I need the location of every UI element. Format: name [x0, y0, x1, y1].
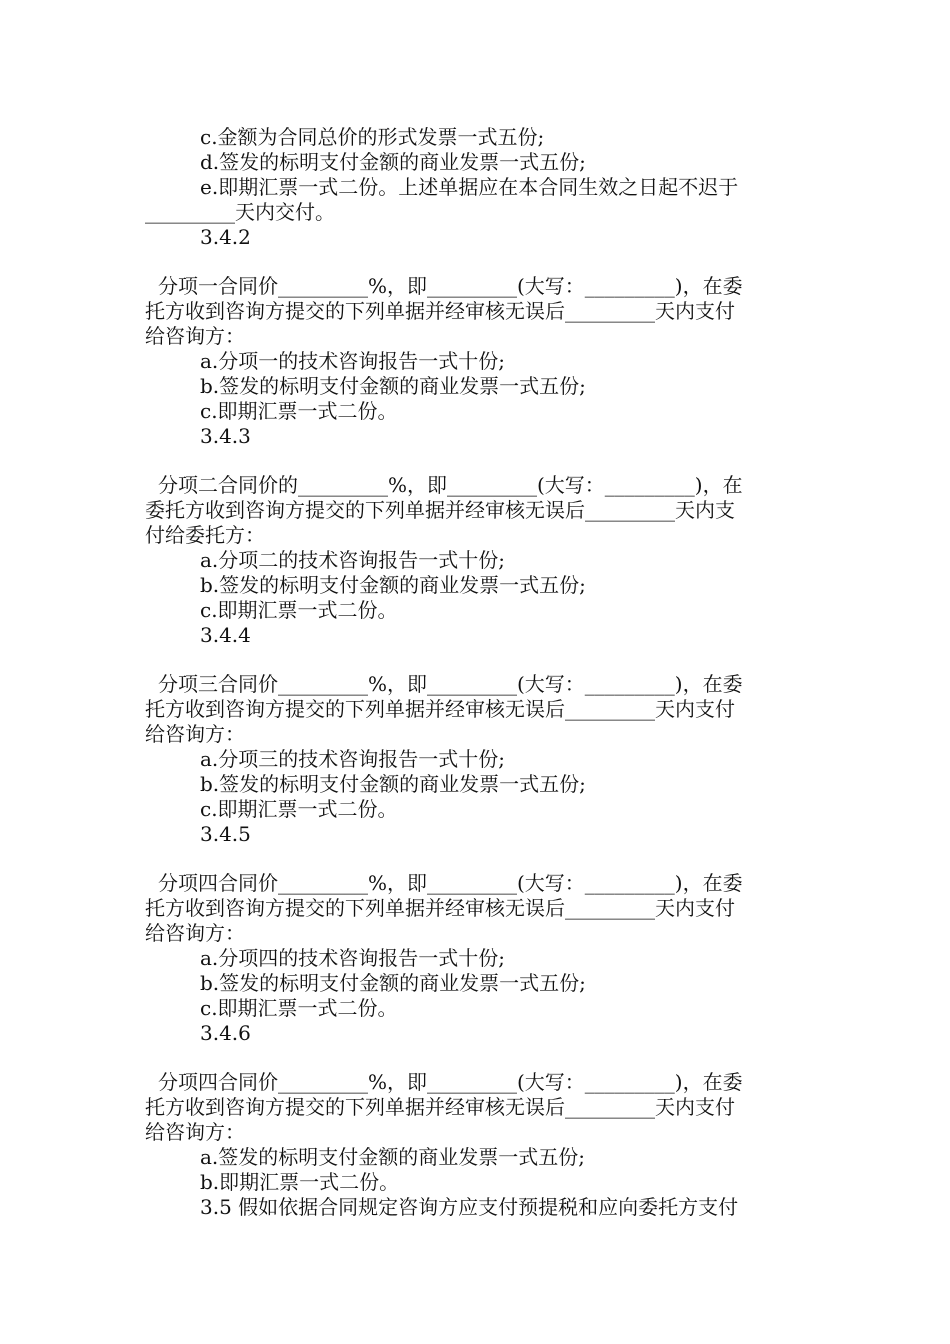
text-line: c.金额为合同总价的形式发票一式五份; — [200, 125, 545, 149]
text-line: 给咨询方： — [145, 722, 245, 746]
text-line: c.即期汇票一式二份。 — [200, 996, 398, 1020]
text-line: a.签发的标明支付金额的商业发票一式五份; — [200, 1145, 586, 1169]
text-line: c.即期汇票一式二份。 — [200, 797, 398, 821]
text-line: e.即期汇票一式二份。上述单据应在本合同生效之日起不迟于 — [200, 175, 739, 199]
section-number: 3.4.4 — [200, 623, 251, 647]
text-line: 委托方收到咨询方提交的下列单据并经审核无误后_________天内支 — [145, 498, 735, 522]
text-line: d.签发的标明支付金额的商业发票一式五份; — [200, 150, 586, 174]
text-line: 分项一合同价_________%，即_________(大写：_________)，在委 — [158, 274, 743, 298]
text-line: a.分项四的技术咨询报告一式十份; — [200, 946, 506, 970]
text-line: c.即期汇票一式二份。 — [200, 598, 398, 622]
text-line: b.即期汇票一式二份。 — [200, 1170, 400, 1194]
section-number: 3.4.3 — [200, 424, 251, 448]
text-line: 托方收到咨询方提交的下列单据并经审核无误后_________天内支付 — [145, 697, 735, 721]
text-line: 给咨询方： — [145, 324, 245, 348]
text-line: 3.5 假如依据合同规定咨询方应支付预提税和应向委托方支付 — [200, 1195, 739, 1219]
text-line: 托方收到咨询方提交的下列单据并经审核无误后_________天内支付 — [145, 1095, 735, 1119]
section-number: 3.4.6 — [200, 1021, 251, 1045]
text-line: b.签发的标明支付金额的商业发票一式五份; — [200, 971, 586, 995]
text-line: 给咨询方： — [145, 1120, 245, 1144]
text-line: 分项二合同价的_________%，即_________(大写：_________)，在 — [158, 473, 743, 497]
text-line: b.签发的标明支付金额的商业发票一式五份; — [200, 374, 586, 398]
text-line: 分项四合同价_________%，即_________(大写：_________)，在委 — [158, 1070, 743, 1094]
text-line: _________天内交付。 — [145, 200, 335, 224]
text-line: a.分项二的技术咨询报告一式十份; — [200, 548, 506, 572]
section-number: 3.4.5 — [200, 822, 251, 846]
section-number: 3.4.2 — [200, 225, 251, 249]
text-line: b.签发的标明支付金额的商业发票一式五份; — [200, 772, 586, 796]
text-line: 给咨询方： — [145, 921, 245, 945]
text-line: a.分项三的技术咨询报告一式十份; — [200, 747, 506, 771]
text-line: b.签发的标明支付金额的商业发票一式五份; — [200, 573, 586, 597]
text-line: 托方收到咨询方提交的下列单据并经审核无误后_________天内支付 — [145, 896, 735, 920]
text-line: a.分项一的技术咨询报告一式十份; — [200, 349, 506, 373]
text-line: 付给委托方： — [145, 523, 265, 547]
text-line: c.即期汇票一式二份。 — [200, 399, 398, 423]
text-line: 分项三合同价_________%，即_________(大写：_________)，在委 — [158, 672, 743, 696]
text-line: 托方收到咨询方提交的下列单据并经审核无误后_________天内支付 — [145, 299, 735, 323]
text-line: 分项四合同价_________%，即_________(大写：_________)，在委 — [158, 871, 743, 895]
